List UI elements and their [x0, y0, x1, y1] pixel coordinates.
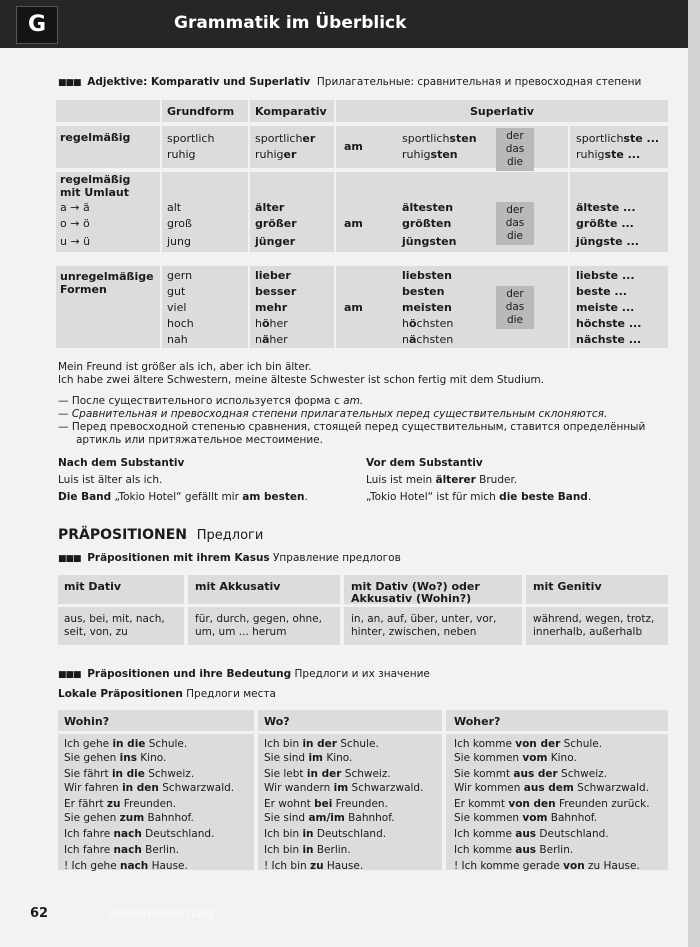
- label-umlaut-1: regelmäßig: [60, 173, 131, 186]
- komp-unregel-3: mehr: [255, 301, 288, 314]
- chapter-badge: G: [16, 6, 58, 44]
- vor-heading: Vor dem Substantiv: [366, 457, 483, 469]
- grund-regel-2: ruhig: [167, 148, 196, 161]
- kasus-head-akkusativ: mit Akkusativ: [195, 580, 281, 593]
- article-box-umlaut: der das die: [496, 202, 534, 245]
- kasus-akk-l2: um, um ... herum: [195, 626, 287, 638]
- kasus-dativ-l1: aus, bei, mit, nach,: [64, 613, 165, 625]
- attr-unregel-5: nächste ...: [576, 333, 642, 346]
- wohin-sentence: Ich fahre nach Berlin.: [64, 844, 179, 856]
- grund-unregel-4: hoch: [167, 317, 194, 330]
- sup-regel-2: ruhigsten: [402, 148, 458, 161]
- wohin-sentence: Ich gehe in die Schule.: [64, 738, 188, 750]
- sup-regel-1: sportlichsten: [402, 132, 477, 145]
- label-unregel-1: unregelmäßige: [60, 270, 154, 283]
- page-number: 62: [30, 906, 49, 921]
- label-umlaut-2: mit Umlaut: [60, 186, 129, 199]
- page-title: Grammatik im Überblick: [174, 13, 407, 33]
- kasus-heading: ■■■ Präpositionen mit ihrem Kasus Управление предлогов: [58, 552, 401, 564]
- sup-umlaut-3: jüngsten: [402, 235, 457, 248]
- wo-sentence: Er wohnt bei Freunden.: [264, 798, 388, 810]
- kasus-head-wechsel: mit Dativ (Wo?) oder: [351, 580, 480, 593]
- lokal-heading: Lokale Präpositionen Предлоги места: [58, 688, 276, 700]
- wohin-sentence: Sie gehen ins Kino.: [64, 752, 167, 764]
- woher-sentence: Er kommt von den Freunden zurück.: [454, 798, 650, 810]
- adjektive-heading-de: Adjektive: Komparativ und Superlativ: [87, 76, 311, 88]
- col-divider: [248, 100, 250, 348]
- grund-regel-1: sportlich: [167, 132, 215, 145]
- vowel-u: u → ü: [60, 235, 91, 248]
- col-divider: [334, 100, 336, 348]
- table-header-band: [56, 100, 668, 122]
- wo-head: Wo?: [264, 715, 290, 728]
- attr-umlaut-1: älteste ...: [576, 201, 636, 214]
- wohin-list: [64, 737, 234, 873]
- am-regel: am: [344, 140, 363, 153]
- vor-line-1: Luis ist mein älterer Bruder.: [366, 474, 518, 486]
- kasus-gen-l2: innerhalb, außerhalb: [533, 626, 643, 638]
- kasus-gen-l1: während, wegen, trotz,: [533, 613, 655, 625]
- sup-unregel-5: nächsten: [402, 333, 454, 346]
- example-1: Mein Freund ist größer als ich, aber ich bin älter.: [58, 361, 312, 373]
- wohin-sentence: ! Ich gehe nach Hause.: [64, 860, 188, 872]
- article-box-regel: der das die: [496, 128, 534, 171]
- komp-umlaut-1: älter: [255, 201, 285, 214]
- lokal-divider: [58, 731, 668, 734]
- label-unregel-2: Formen: [60, 283, 107, 296]
- note-2: — Сравнительная и превосходная степени прилагательных перед существительным склоняются.: [58, 408, 608, 420]
- vowel-o: o → ö: [60, 217, 90, 230]
- wohin-sentence: Er fährt zu Freunden.: [64, 798, 177, 810]
- kasus-akk-l1: für, durch, gegen, ohne,: [195, 613, 322, 625]
- komp-unregel-1: lieber: [255, 269, 291, 282]
- kasus-head-dativ: mit Dativ: [64, 580, 122, 593]
- attr-umlaut-3: jüngste ...: [576, 235, 639, 248]
- example-2: Ich habe zwei ältere Schwestern, meine älteste Schwester ist schon fertig mit dem Studium.: [58, 374, 545, 386]
- komp-unregel-2: besser: [255, 285, 297, 298]
- attr-unregel-2: beste ...: [576, 285, 627, 298]
- wo-list: [264, 737, 423, 873]
- label-regelmaessig: regelmäßig: [60, 131, 131, 144]
- squares-icon: ■■■: [58, 670, 81, 680]
- col-komparativ: Komparativ: [255, 105, 327, 118]
- grund-umlaut-1: alt: [167, 201, 182, 214]
- grund-unregel-3: viel: [167, 301, 187, 314]
- komp-unregel-5: näher: [255, 333, 288, 346]
- note-1: — После существительного используется форма с am.: [58, 395, 364, 407]
- kasus-wechsel-l1: in, an, auf, über, unter, vor,: [351, 613, 497, 625]
- article-box-unregel: der das die: [496, 286, 534, 329]
- woher-sentence: Ich komme von der Schule.: [454, 738, 603, 750]
- woher-head: Woher?: [454, 715, 501, 728]
- note-3-cont: артикль или притяжательное местоимение.: [76, 434, 323, 446]
- wo-sentence: Sie sind im Kino.: [264, 752, 353, 764]
- col-superlativ: Superlativ: [470, 105, 534, 118]
- vor-line-2: „Tokio Hotel“ ist für mich die beste Band.: [366, 491, 592, 503]
- wohin-head: Wohin?: [64, 715, 110, 728]
- komp-umlaut-3: jünger: [255, 235, 296, 248]
- woher-sentence: Sie kommen vom Bahnhof.: [454, 812, 598, 824]
- squares-icon: ■■■: [58, 78, 81, 88]
- komp-unregel-4: höher: [255, 317, 288, 330]
- col-divider: [160, 100, 162, 348]
- vowel-a: a → ä: [60, 201, 90, 214]
- top-bar: [0, 0, 688, 48]
- wo-sentence: Ich bin in der Schule.: [264, 738, 379, 750]
- grund-unregel-1: gern: [167, 269, 193, 282]
- sup-unregel-2: besten: [402, 285, 445, 298]
- wohin-sentence: Sie gehen zum Bahnhof.: [64, 812, 194, 824]
- am-umlaut: am: [344, 217, 363, 230]
- praep-title: PRÄPOSITIONEN Предлоги: [58, 527, 264, 543]
- nach-line-1: Luis ist älter als ich.: [58, 474, 163, 486]
- woher-sentence: Sie kommt aus der Schweiz.: [454, 768, 607, 780]
- wohin-sentence: Sie fährt in die Schweiz.: [64, 768, 195, 780]
- komp-regel-1: sportlicher: [255, 132, 316, 145]
- adjektive-heading-ru: Прилагательные: сравнительная и превосходная степени: [316, 76, 642, 88]
- grund-unregel-2: gut: [167, 285, 186, 298]
- komp-umlaut-2: größer: [255, 217, 297, 230]
- grund-unregel-5: nah: [167, 333, 188, 346]
- kasus-head-genitiv: mit Genitiv: [533, 580, 602, 593]
- grund-umlaut-3: jung: [167, 235, 191, 248]
- grund-umlaut-2: groß: [167, 217, 192, 230]
- sup-unregel-1: liebsten: [402, 269, 452, 282]
- wo-sentence: ! Ich bin zu Hause.: [264, 860, 364, 872]
- sup-unregel-3: meisten: [402, 301, 452, 314]
- nach-heading: Nach dem Substantiv: [58, 457, 185, 469]
- col-grundform: Grundform: [167, 105, 235, 118]
- sup-unregel-4: höchsten: [402, 317, 454, 330]
- am-unregel: am: [344, 301, 363, 314]
- kasus-head-wechsel-2: Akkusativ (Wohin?): [351, 592, 472, 605]
- wo-sentence: Ich bin in Berlin.: [264, 844, 351, 856]
- wo-sentence: Sie lebt in der Schweiz.: [264, 768, 391, 780]
- wo-sentence: Ich bin in Deutschland.: [264, 828, 387, 840]
- attr-unregel-3: meiste ...: [576, 301, 635, 314]
- nach-line-2: Die Band „Tokio Hotel“ gefällt mir am besten.: [58, 491, 308, 503]
- woher-sentence: Sie kommen vom Kino.: [454, 752, 577, 764]
- attr-unregel-4: höchste ...: [576, 317, 642, 330]
- wo-sentence: Wir wandern im Schwarzwald.: [264, 782, 424, 794]
- sup-umlaut-2: größten: [402, 217, 452, 230]
- page-number-word: zweiundsechzig: [108, 906, 215, 920]
- note-3: — Перед превосходной степенью сравнения, стоящей перед существительным, ставится определённый: [58, 421, 646, 433]
- col-divider: [568, 126, 570, 348]
- komp-regel-2: ruhiger: [255, 148, 297, 161]
- attr-unregel-1: liebste ...: [576, 269, 635, 282]
- squares-icon: ■■■: [58, 554, 81, 564]
- kasus-dativ-l2: seit, von, zu: [64, 626, 128, 638]
- adjektive-heading: [58, 76, 641, 88]
- woher-sentence: Ich komme aus Berlin.: [454, 844, 574, 856]
- wohin-sentence: Wir fahren in den Schwarzwald.: [64, 782, 235, 794]
- kasus-wechsel-l2: hinter, zwischen, neben: [351, 626, 477, 638]
- woher-list: [454, 737, 650, 873]
- wohin-sentence: Ich fahre nach Deutschland.: [64, 828, 215, 840]
- attr-umlaut-2: größte ...: [576, 217, 634, 230]
- woher-sentence: ! Ich komme gerade von zu Hause.: [454, 860, 640, 872]
- woher-sentence: Wir kommen aus dem Schwarzwald.: [454, 782, 650, 794]
- attr-regel-1: sportlichste ...: [576, 132, 660, 145]
- wo-sentence: Sie sind am/im Bahnhof.: [264, 812, 395, 824]
- sup-umlaut-1: ältesten: [402, 201, 454, 214]
- woher-sentence: Ich komme aus Deutschland.: [454, 828, 609, 840]
- bedeutung-heading: ■■■ Präpositionen und ihre Bedeutung Предлоги и их значение: [58, 668, 430, 680]
- attr-regel-2: ruhigste ...: [576, 148, 641, 161]
